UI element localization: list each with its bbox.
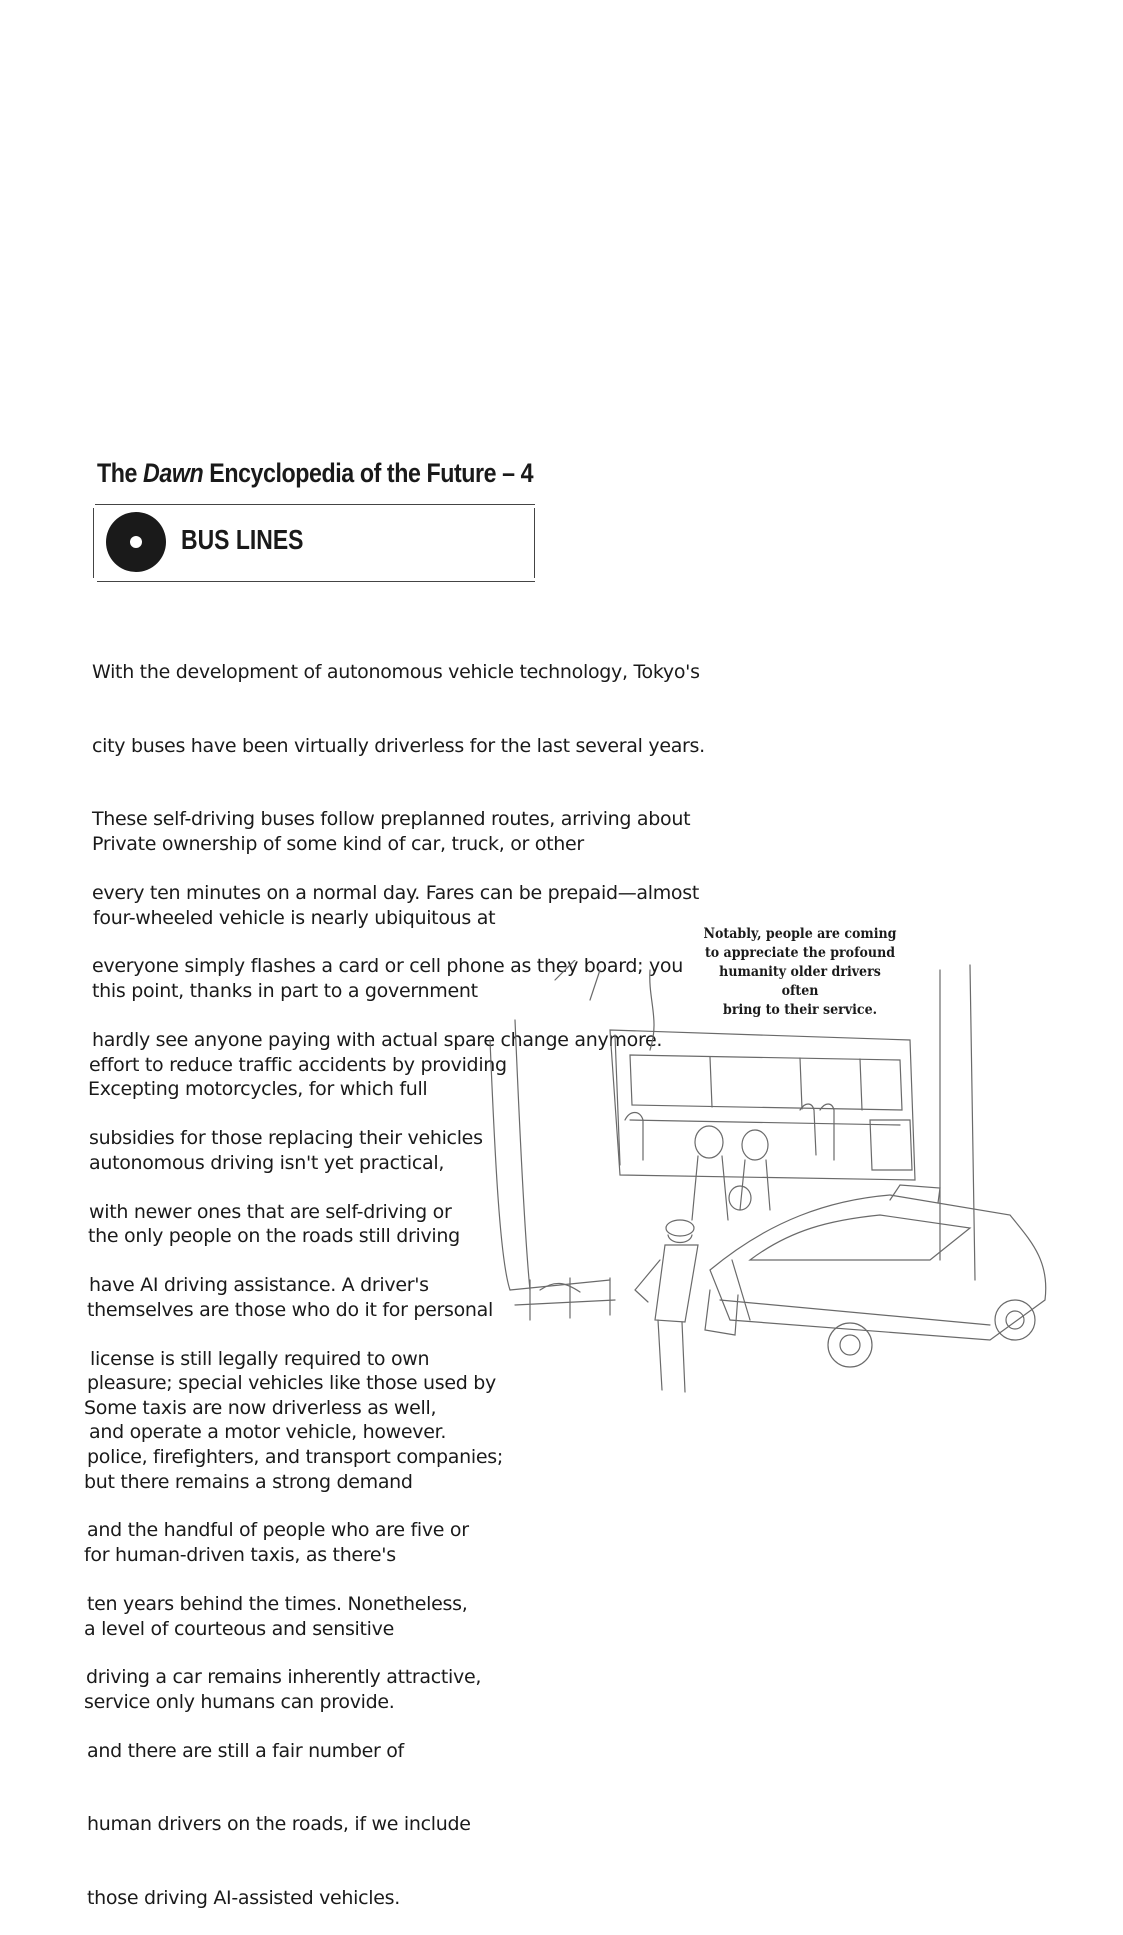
text-line: those driving AI-assisted vehicles. — [87, 1886, 400, 1909]
text-line: every ten minutes on a normal day. Fares can be prepaid—almost — [92, 881, 700, 904]
text-line: pleasure; special vehicles like those used by — [87, 1372, 496, 1394]
text-line: hardly see anyone paying with actual spare change anymore. — [92, 1028, 663, 1051]
section-title: BUS LINES — [181, 524, 304, 555]
text-line: Some taxis are now driverless as well, — [84, 1397, 437, 1419]
text-line: and operate a motor vehicle, however. — [89, 1421, 447, 1443]
disc-bullet-icon — [106, 512, 166, 572]
paragraph-taxis — [84, 1347, 436, 1739]
text-line: subsidies for those replacing their vehicles — [89, 1127, 483, 1149]
text-line: With the development of autonomous vehicle technology, Tokyo's — [92, 661, 700, 683]
text-line: city buses have been virtually driverless for the last several years. — [92, 734, 705, 757]
caption-line: humanity older drivers often — [719, 964, 881, 999]
caption-line: Notably, people are coming — [703, 926, 897, 942]
text-line: police, firefighters, and transport companies; — [87, 1445, 503, 1468]
text-line: effort to reduce traffic accidents by providing — [89, 1053, 507, 1076]
caption-line: bring to their service. — [723, 1002, 877, 1018]
section-header-box — [93, 504, 535, 582]
box-border-bottom — [97, 581, 535, 582]
text-line: Private ownership of some kind of car, truck, or other — [92, 833, 584, 855]
text-line: with newer ones that are self-driving or — [89, 1200, 452, 1223]
box-border-right — [534, 508, 535, 578]
title-suffix: Encyclopedia of the Future – 4 — [203, 458, 534, 488]
text-line: the only people on the roads still driving — [88, 1225, 460, 1247]
bus-taxi-sketch-illustration — [470, 960, 1060, 1420]
text-line: and the handful of people who are five or — [87, 1519, 469, 1541]
caption-line: to appreciate the profound — [704, 945, 896, 961]
text-line: everyone simply flashes a card or cell phone as they board; you — [92, 955, 683, 977]
text-line: human drivers on the roads, if we include — [87, 1813, 471, 1835]
text-line: license is still legally required to own — [90, 1347, 430, 1370]
text-line: driving a car remains inherently attractive, — [86, 1666, 482, 1688]
text-line: themselves are those who do it for personal — [87, 1298, 493, 1321]
text-line: this point, thanks in part to a government — [92, 980, 478, 1002]
text-line: ten years behind the times. Nonetheless, — [87, 1592, 468, 1615]
text-line: Excepting motorcycles, for which full — [88, 1078, 428, 1100]
text-line: four-wheeled vehicle is nearly ubiquitous at — [93, 906, 496, 929]
text-line: have AI driving assistance. A driver's — [89, 1274, 429, 1296]
text-line: and there are still a fair number of — [87, 1739, 404, 1762]
box-border-left — [93, 508, 94, 578]
text-line: but there remains a strong demand — [84, 1470, 413, 1493]
text-line: service only humans can provide. — [84, 1691, 395, 1713]
text-line: These self-driving buses follow preplanned routes, arriving about — [92, 808, 691, 830]
text-line: a level of courteous and sensitive — [84, 1617, 394, 1640]
title-prefix: The — [97, 458, 144, 488]
text-line: autonomous driving isn't yet practical, — [89, 1151, 445, 1174]
page-title — [97, 458, 533, 489]
title-publication-name: Dawn — [143, 458, 204, 488]
text-line: for human-driven taxis, as there's — [84, 1544, 396, 1566]
box-border-top — [95, 504, 535, 505]
